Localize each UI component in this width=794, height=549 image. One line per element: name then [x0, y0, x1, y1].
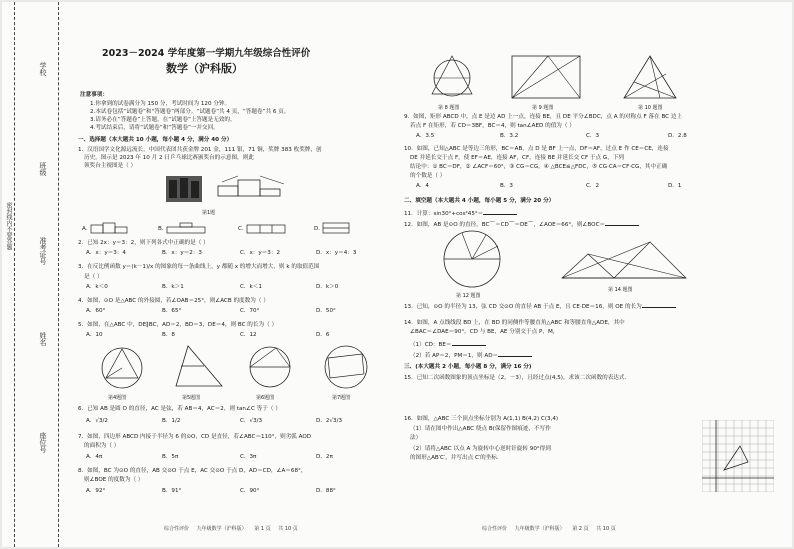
exam-subtitle: 数学（沪科版）: [166, 62, 243, 75]
notice-heading: 注意事项：: [80, 92, 108, 98]
question-text: 3．在反比例函数 y＝(k－1)/x 的图象的每一条曲线上，y 都随 x 的增大而增大，则 k 的取值范围: [78, 264, 320, 270]
answer-option: D．2√3/3: [316, 418, 343, 424]
answer-option: D．2.8: [668, 133, 687, 139]
binding-label: 座位号: [39, 432, 47, 453]
geometry-figure-10: [620, 52, 680, 102]
geometry-figure-4: [92, 342, 152, 392]
question-text: 的个数是（ ）: [410, 173, 446, 179]
binding-label: 准考证号: [39, 237, 47, 265]
question-text: 9．如图，矩形 ABCD 中，点 E 是边 AD 上一点，连接 BE，且 DE 平分∠BDC，点 A 的对称点 F 落在 BC 边上: [404, 114, 683, 120]
footer-label: 综合性评价: [482, 526, 508, 532]
answer-option: C．2: [586, 183, 600, 189]
figure-caption: 第4题图: [108, 395, 127, 401]
geometry-figure-9: [508, 52, 584, 102]
geometry-figure-12: [432, 228, 512, 290]
geometry-figure-7: [316, 342, 376, 392]
figure-caption: 第 10 题图: [638, 105, 663, 111]
answer-option: B．8: [162, 332, 175, 338]
answer-option: D．50°: [316, 308, 336, 314]
figure-caption: 第1题: [202, 210, 216, 216]
notice-line: 1.你拿到的试卷满分为 150 分，考试时间为 120 分钟。: [90, 101, 231, 107]
answer-option: A．4: [416, 183, 429, 189]
footer-page: 第 2 页: [572, 526, 589, 532]
answer-blank[interactable]: [483, 209, 517, 215]
option-b-shape: [166, 222, 206, 234]
option-label: D.: [314, 226, 321, 232]
question-text: 5．如图，在△ABC 中，DE∥BC，AD＝2，BD＝3，DE＝4，则 BC 的长为（ ）: [78, 322, 278, 328]
footer-total: 共 10 页: [596, 526, 616, 532]
answer-option: D．1: [668, 183, 682, 189]
answer-option: C．90°: [240, 488, 260, 494]
question-text: 领奖台主视图是（ ）: [84, 163, 137, 169]
question-text: [404, 209, 517, 218]
binding-label: 班级: [39, 162, 47, 176]
figure-caption: 第7题图: [332, 395, 351, 401]
question-text: 结论中：① BC＝DF，② ∠ACF＝60°，③ CG＝CG，④ △BCE≌△FDC，⑤ CG·CA＝CF·CG，其中正确: [410, 164, 668, 170]
question-text: 15．已知二次函数图象的顶点坐标是（2，－3），且经过点(4,5)，求该二次函数的表达式．: [404, 375, 631, 381]
option-label: B.: [158, 226, 164, 232]
answer-option: D．k＞0: [316, 284, 339, 290]
figure-caption: 第5题图: [182, 395, 201, 401]
answer-option: C．k＜1: [240, 284, 262, 290]
binding-note: 密封线内不要答题: [5, 202, 12, 250]
answer-option: A．x：y＝3：4: [86, 250, 126, 256]
binding-strip: [2, 2, 72, 547]
geometry-figure-5: [166, 342, 226, 392]
footer-label: 综合性评价: [164, 526, 190, 532]
answer-option: A．k＜0: [86, 284, 108, 290]
seal-line: [58, 2, 59, 547]
answer-blank[interactable]: [605, 220, 639, 226]
answer-option: A．3.5: [416, 133, 435, 139]
answer-option: B．k＞1: [162, 284, 184, 290]
answer-option: D．6: [316, 332, 330, 338]
answer-option: C．3: [586, 133, 600, 139]
notice-line: 2.本试卷包括“试题卷”和“答题卷”两部分。“试题卷”共 4 页，“答题卷”共 6 页。: [90, 109, 290, 115]
figure-caption: 第 8 题图: [438, 105, 460, 111]
option-d-shape: [322, 222, 362, 234]
figure-caption: 第 12 题图: [456, 293, 481, 299]
question-text: 10．如图，已知△ABC 是等边三角形，BC＝AB，点 D 是 BF 上一点，DF＝AF，过点 E 作 CE＝CE，连接: [404, 146, 669, 152]
question-text: 4．如图，⊙O 是△ABC 的外接圆，若∠OAB＝25°，则∠ACB 的度数为（ ）: [78, 298, 269, 304]
answer-option: C．3π: [240, 454, 257, 460]
question-text: 7．如图，四边形 ABCD 内接于半径为 6 的⊙O，CD 是直径，若∠ABC＝110°，则劣弧 AOD: [78, 434, 312, 440]
footer-subject: 九年级数学（沪科版）: [514, 526, 565, 532]
question-text: DE 并延长交于点 F，使 EF＝AE，连接 AF，CF，连接 BE 并延长交 CF 于点 G，下列: [410, 155, 625, 161]
question-text: 的面积为（ ）: [84, 443, 120, 449]
answer-option: A．60°: [86, 308, 106, 314]
exam-title: 2023－2024 学年度第一学期九年级综合性评价: [102, 48, 311, 59]
answer-blank[interactable]: [642, 302, 676, 308]
answer-option: B．5π: [162, 454, 179, 460]
geometry-figure-8: [422, 54, 482, 102]
answer-option: B．65°: [162, 308, 182, 314]
binding-label: 姓名: [39, 332, 47, 346]
option-c-shape: [246, 222, 286, 234]
question-14-part1: （1）CD：BE＝: [410, 342, 452, 348]
answer-option: A．10: [86, 332, 103, 338]
page-footer: [164, 526, 298, 533]
footer-total: 共 10 页: [278, 526, 298, 532]
answer-option: A．92°: [86, 488, 106, 494]
seal-line: [14, 2, 15, 547]
section-heading: 三、(本大题共 2 小题，每小题 8 分，满分 16 分): [404, 364, 532, 370]
answer-option: B．91°: [162, 488, 182, 494]
question-text: 的图形△AB′C′，并写出点 C′的坐标．: [410, 455, 503, 461]
page-footer: [482, 526, 616, 533]
answer-blank[interactable]: [452, 340, 486, 346]
question-text: （1）请在图中作出△ABC 绕点 B(保留作图痕迹，不写作: [410, 426, 551, 432]
grid-svg: [702, 420, 774, 492]
footer-subject: 九年级数学（沪科版）: [196, 526, 247, 532]
question-text: 历史。图示是 2023 年 10 月 2 日乒乓球比赛颁奖台的示意图，则此: [84, 155, 254, 161]
answer-option: C．70°: [240, 308, 260, 314]
answer-option: A．√3/2: [86, 418, 108, 424]
answer-option: C．12: [240, 332, 257, 338]
question-text: 若点 F 在矩形，若 CD＝3BF，BC＝4，则 tan∠AED 的值为（ ）: [410, 123, 575, 129]
answer-option: C．x：y＝3：2: [240, 250, 281, 256]
question-text: [404, 302, 676, 311]
answer-option: D．2π: [316, 454, 333, 460]
answer-option: B．1/2: [162, 418, 181, 424]
question-text: [410, 351, 532, 360]
page-1: [74, 2, 394, 547]
question-text: ∠BAC＝∠DAE＝90°，CD 与 BE，AE 分别交于点 P，M，: [410, 329, 559, 335]
question-text: 1．汉语国学文化源远流长，中国代表团共获金牌 201 金，111 银，71 铜，奖牌 383 枚奖牌，创: [78, 147, 322, 153]
option-label: A.: [82, 226, 88, 232]
triangle-abc: [724, 446, 748, 470]
question-12: 12．如图，AB 是⊙O 的直径，BC⌒＝CD⌒＝DE⌒，∠AOE＝66°，则∠BOC＝: [404, 222, 606, 228]
question-text: 6．已知 AB 是圆 O 的直径，AC 是弦，若 AB＝4，AC＝2，则 tan∠C 等于（ ）: [78, 406, 281, 412]
answer-option: B．3: [500, 183, 513, 189]
question-11: 11．计算：sin30°+cos²45°＝: [404, 211, 484, 217]
question-13: 13．已知，⊙O 的半径为 13，弦 CD 交⊙O 的直径 AB 于点 E，且 CE·DE＝16，则 OE 的长为: [404, 304, 642, 310]
geometry-figure-14: [558, 234, 690, 284]
option-a-shape: [90, 222, 130, 234]
section-heading: 一、选择题（本大题共 10 小题，每小题 4 分，满分 40 分）: [78, 137, 233, 143]
coordinate-grid: [702, 420, 774, 492]
answer-option: A．4π: [86, 454, 103, 460]
answer-option: D．88°: [316, 488, 336, 494]
answer-option: B．3.2: [500, 133, 519, 139]
exam-sheet: [2, 2, 792, 547]
footer-page: 第 1 页: [254, 526, 271, 532]
question-text: 14．如图，A 点线线段 BD 上，在 BD 的同侧作等腰直角△ABC 和等腰直角△ADE，其中: [404, 320, 625, 326]
figure-caption: 第6题图: [256, 395, 275, 401]
figure-caption: 第 9 题图: [532, 105, 554, 111]
question-text: 则∠BOE 的度数为（ ）: [84, 477, 144, 483]
answer-option: C．√3/3: [240, 418, 263, 424]
question-text: 8．如图，BC 为⊙O 的直径，AB 交⊙O 于点 E，AC 交⊙O 于点 D，AD＝CD，∠A＝68°，: [78, 468, 307, 474]
geometry-figure-6: [240, 342, 300, 392]
question-text: 是（ ）: [84, 274, 103, 280]
question-text: 2．已知 2x：y＝3：2，则下列各式中正确的是（ ）: [78, 240, 209, 246]
figure-caption: 第 14 题图: [608, 287, 633, 293]
binding-label: 学校: [39, 62, 47, 76]
question-text: 16．如图，△ABC 三个顶点坐标分别为 A(1,1) B(4,2) C(3,4): [404, 416, 559, 422]
question-text: （2）请将△ABC 以点 A 为旋转中心逆时针旋转 90°得到: [410, 446, 551, 452]
notice-line: 3.请务必在“答题卷”上答题，在“试题卷”上答题是无效的。: [90, 117, 236, 123]
question-text: [410, 340, 486, 349]
page-2: [402, 2, 788, 547]
section-heading: 二、填空题（本大题共 4 小题，每小题 5 分，满分 20 分）: [404, 198, 555, 204]
question-text: 法）: [410, 435, 422, 441]
answer-option: D．x：y＝4：3: [316, 250, 357, 256]
podium-figure: [166, 172, 306, 210]
question-14-part2: （2）若 AP＝2，PM＝1，则 AD＝: [410, 353, 499, 359]
answer-blank[interactable]: [498, 351, 532, 357]
answer-option: B．x：y＝2：3: [162, 250, 202, 256]
option-label: C.: [238, 226, 244, 232]
notice-line: 4.考试结束后，请将“试题卷”和“答题卷”一并交回。: [90, 125, 219, 131]
